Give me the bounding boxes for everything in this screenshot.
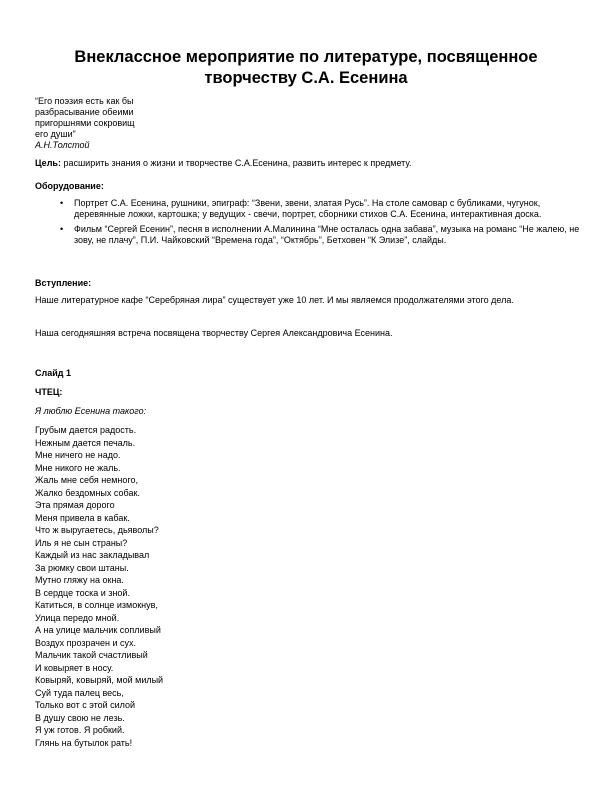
list-item <box>60 224 580 246</box>
poem-line: Только вот с этой силой <box>35 700 136 710</box>
poem-line: И ковыряет в носу. <box>35 662 114 673</box>
poem-line: За рюмку свои штаны. <box>35 562 129 573</box>
poem-line: Нежным дается печаль. <box>35 437 136 448</box>
poem-line: Эта прямая дорого <box>35 500 115 510</box>
list-item <box>60 198 580 220</box>
poem-line: Катиться, в солнце измокнув, <box>35 600 158 610</box>
poem-line: Жалко бездомных собак. <box>35 487 140 498</box>
poem-line: Мутно гляжу на окна. <box>35 575 124 585</box>
poem <box>35 424 163 749</box>
list-item-text: Портрет С.А. Есенина, рушники, эпиграф: “Звени, звени, златая Русь”. На столе самовар с бубликами, чугунок, деревянные ложки, картошка; у ведущих - свечи, портрет, сборники стихов С.А. Есенина, интерактивная доска. <box>74 198 542 219</box>
reader-label: ЧТЕЦ: <box>35 387 63 397</box>
epigraph-author: А.Н.Толстой <box>35 139 90 150</box>
poem-line: А на улице мальчик сопливый <box>35 625 161 635</box>
title-line-1: Внеклассное мероприятие по литературе, посвященное <box>74 48 538 66</box>
list-item-text: Фильм “Сергей Есенин”, песня в исполнении А.Малинина “Мне осталась одна забава”, музыка на романс “Не жалею, не зову, не плачу”, П.И. Чайковский “Времена года”, “Октябрь”, Бетховен “К Элизе”, слайды. <box>74 223 580 245</box>
poem-line: Жаль мне себя немного, <box>35 475 138 485</box>
title-line-2: творчеству С.А. Есенина <box>204 69 408 87</box>
bullet-icon: • <box>60 198 64 208</box>
poem-line: Каждый из нас закладывал <box>35 550 150 560</box>
poem-line: Мне никого не жаль. <box>35 462 121 473</box>
goal-text: расширить знания о жизни и творчестве С.А.Есенина, развить интерес к предмету. <box>60 158 412 168</box>
goal-paragraph <box>35 158 412 169</box>
intro-paragraph-2: Наша сегодняшняя встреча посвящена творчеству Сергея Александровича Есенина. <box>35 328 393 338</box>
poem-line: Грубым дается радость. <box>35 425 137 435</box>
poem-line: В сердце тоска и зной. <box>35 587 130 598</box>
poem-line: Суй туда палец весь, <box>35 687 124 698</box>
poem-line: Воздух прозрачен и сух. <box>35 637 137 648</box>
epigraph-line: его души” <box>35 128 76 139</box>
goal-label: Цель: <box>35 158 61 168</box>
poem-line: Меня привела в кабак. <box>35 512 130 523</box>
poem-line: Мне ничего не надо. <box>35 450 121 460</box>
poem-line: Мальчик такой счастливый <box>35 650 148 660</box>
poem-line: Что ж выругаетесь, дьяволы? <box>35 525 159 535</box>
document-title <box>20 47 592 89</box>
poem-line: Ковыряй, ковыряй, мой милый <box>35 675 164 685</box>
poem-line: Улица передо мной. <box>35 612 120 623</box>
poem-line: Иль я не сын страны? <box>35 537 128 548</box>
epigraph-line: “Его поэзия есть как бы <box>35 96 134 106</box>
slide-label: Слайд 1 <box>35 368 71 378</box>
epigraph-line: пригоршнями сокровищ <box>35 117 135 128</box>
equipment-list <box>60 198 580 250</box>
poem-line: В душу свою не лезь. <box>35 712 125 723</box>
poem-intro: Я люблю Есенина такого: <box>35 406 147 416</box>
poem-line: Глянь на бутылок рать! <box>35 737 133 748</box>
epigraph-line: разбрасывание обеими <box>35 106 134 117</box>
poem-line: Я уж готов. Я робкий. <box>35 725 125 735</box>
epigraph <box>35 96 135 151</box>
intro-paragraph-1: Наше литературное кафе “Серебряная лира” существует уже 10 лет. И мы являемся продолжателями этого дела. <box>35 295 514 305</box>
intro-heading: Вступление: <box>35 278 92 288</box>
bullet-icon: • <box>60 223 64 234</box>
equipment-heading: Оборудование: <box>35 181 104 191</box>
